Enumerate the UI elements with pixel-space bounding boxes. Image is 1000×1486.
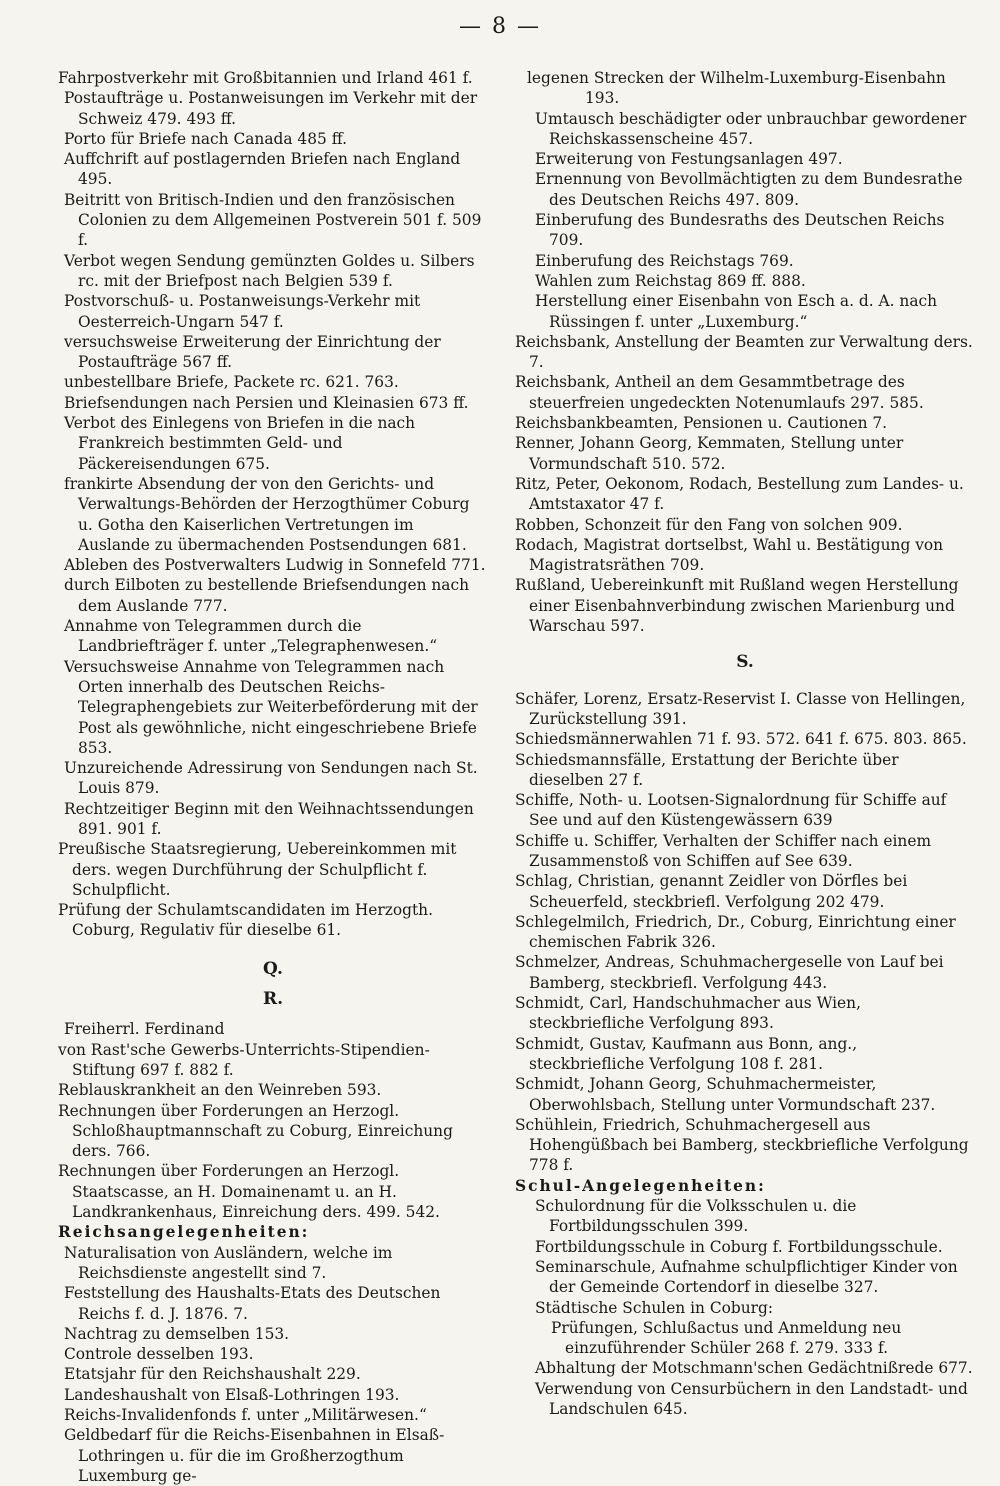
index-entry: Wahlen zum Reichstag 869 ff. 888. (535, 271, 806, 290)
index-entry: Schulordnung für die Volksschulen u. die Fortbildungsschulen 399. (535, 1197, 857, 1236)
index-entry: Ableben des Postverwalters Ludwig in Sonnefeld 771. (64, 556, 486, 575)
index-entry: Rußland, Uebereinkunft mit Rußland wegen Herstellung einer Eisenbahnverbindung zwischen Marienburg und Warschau 597. (515, 576, 959, 636)
entry-list (515, 1196, 975, 1419)
index-entry: legenen Strecken der Wilhelm-Luxemburg-Eisenbahn 193. (527, 69, 946, 108)
index-entry: Briefsendungen nach Persien und Kleinasien 673 ff. (64, 393, 469, 412)
entry-list (515, 689, 975, 1176)
index-entry: Auffchrift auf postlagernden Briefen nach England 495. (64, 150, 461, 189)
subheading-schul-angelegenheiten: Schul-Angelegenheiten: (515, 1176, 766, 1195)
index-entry: Schmidt, Gustav, Kaufmann aus Bonn, ang., steckbriefliche Verfolgung 108 f. 281. (515, 1034, 858, 1073)
right-column (515, 68, 975, 1419)
index-entry: Reichsbank, Antheil an dem Gesammtbetrage des steuerfreien ungedeckten Notenumlaufs 297. 585. (515, 373, 924, 412)
index-entry: von Rast'sche Gewerbs-Unterrichts-Stipendien-Stiftung 697 f. 882 f. (58, 1040, 430, 1079)
left-column (58, 68, 488, 1486)
index-entry: Postvorschuß- u. Postanweisungs-Verkehr mit Oesterreich-Ungarn 547 f. (64, 292, 421, 331)
index-entry: Schmidt, Johann Georg, Schuhmachermeister, Oberwohlsbach, Stellung unter Vormundschaft 237. (515, 1075, 936, 1114)
index-entry: Landeshaushalt von Elsaß-Lothringen 193. (64, 1385, 400, 1404)
index-entry: Reblauskrankheit an den Weinreben 593. (58, 1081, 382, 1100)
index-entry: Seminarschule, Aufnahme schulpflichtiger Kinder von der Gemeinde Cortendorf in dieselbe 327. (535, 1257, 958, 1297)
index-entry: Nachtrag zu demselben 153. (64, 1324, 290, 1343)
index-entry: Rodach, Magistrat dortselbst, Wahl u. Bestätigung von Magistratsräthen 709. (515, 535, 944, 575)
index-entry: Schlag, Christian, genannt Zeidler von Dörfles bei Scheuerfeld, steckbriefl. Verfolgung 202 479. (515, 872, 908, 911)
index-entry: Verwendung von Censurbüchern in den Landstadt- und Landschulen 645. (535, 1379, 968, 1418)
page-number: — 8 — (459, 14, 541, 39)
index-entry: Robben, Schonzeit für den Fang von solchen 909. (515, 515, 903, 534)
index-entry: Prüfung der Schulamtscandidaten im Herzogth. Coburg, Regulativ für dieselbe 61. (58, 901, 433, 940)
index-entry: Renner, Johann Georg, Kemmaten, Stellung unter Vormundschaft 510. 572. (515, 434, 904, 473)
entry-list (58, 68, 488, 941)
entry-list (58, 1243, 488, 1486)
index-entry: Reichsbankbeamten, Pensionen u. Cautionen 7. (515, 414, 888, 433)
index-entry: Schäfer, Lorenz, Ersatz-Reservist I. Classe von Hellingen, Zurückstellung 391. (515, 689, 966, 728)
index-entry: Schmidt, Carl, Handschuhmacher aus Wien, steckbriefliche Verfolgung 893. (515, 994, 861, 1033)
index-entry: Annahme von Telegrammen durch die Landbriefträger f. unter „Telegraphenwesen.“ (64, 617, 438, 656)
index-entry: Verbot wegen Sendung gemünzten Goldes u. Silbers rc. mit der Briefpost nach Belgien 539 f. (64, 251, 475, 290)
index-entry: versuchsweise Erweiterung der Einrichtung der Postaufträge 567 ff. (64, 332, 441, 372)
index-entry: durch Eilboten zu bestellende Briefsendungen nach dem Auslande 777. (64, 576, 469, 615)
index-entry: Einberufung des Bundesraths des Deutschen Reichs 709. (535, 211, 945, 250)
index-entry: Postaufträge u. Postanweisungen im Verkehr mit der Schweiz 479. 493 ff. (64, 89, 478, 128)
section-letter-s: S. (736, 652, 754, 673)
index-entry: frankirte Absendung der von den Gerichts- und Verwaltungs-Behörden der Herzogthümer Coburg u. Gotha den Kaiserlichen Vertretungen im Auslande zu übermachenden Postsendungen 681. (64, 474, 470, 554)
index-entry: Schmelzer, Andreas, Schuhmachergeselle von Lauf bei Bamberg, steckbriefl. Verfolgung 443. (515, 953, 944, 992)
section-letter-q: Q. (263, 958, 283, 979)
index-entry: Umtausch beschädigter oder unbrauchbar gewordener Reichskassenscheine 457. (535, 109, 967, 148)
index-entry: Fortbildungsschule in Coburg f. Fortbildungsschule. (535, 1237, 943, 1256)
index-entry: Fahrpostverkehr mit Großbitannien und Irland 461 f. (58, 69, 473, 87)
index-entry: Preußische Staatsregierung, Uebereinkommen mit ders. wegen Durchführung der Schulpflicht f. Schulpflicht. (58, 840, 457, 899)
index-entry: Prüfungen, Schlußactus und Anmeldung neu einzuführender Schüler 268 f. 279. 333 f. (551, 1318, 902, 1358)
index-entry: Reichsbank, Anstellung der Beamten zur Verwaltung ders. 7. (515, 332, 973, 372)
index-entry: Feststellung des Haushalts-Etats des Deutschen Reichs f. d. J. 1876. 7. (64, 1284, 441, 1323)
index-entry: Ernennung von Bevollmächtigten zu dem Bundesrathe des Deutschen Reichs 497. 809. (535, 170, 963, 209)
index-entry: Städtische Schulen in Coburg: (535, 1298, 774, 1317)
index-entry: Erweiterung von Festungsanlagen 497. (535, 150, 843, 169)
index-entry: Versuchsweise Annahme von Telegrammen nach Orten innerhalb des Deutschen Reichs-Telegraphengebiets zur Weiterbeförderung mit der Post als gewöhnliche, nicht eingeschriebene Briefe 853. (64, 657, 478, 757)
index-entry: Rechtzeitiger Beginn mit den Weihnachtssendungen 891. 901 f. (64, 799, 474, 838)
index-entry: Etatsjahr für den Reichshaushalt 229. (64, 1365, 361, 1384)
index-entry: Schühlein, Friedrich, Schuhmachergesell aus Hohengüßbach bei Bamberg, steckbriefliche Verfolgung 778 f. (515, 1115, 969, 1175)
index-entry: Rechnungen über Forderungen an Herzogl. Staatscasse, an H. Domainenamt u. an H. Landkrankenhaus, Einreichung ders. 499. 542. (58, 1162, 440, 1222)
index-entry: Geldbedarf für die Reichs-Eisenbahnen in Elsaß-Lothringen u. für die im Großherzogthum Luxemburg ge- (64, 1426, 445, 1485)
index-entry: Verbot des Einlegens von Briefen in die nach Frankreich bestimmten Geld- und Päckereisendungen 675. (64, 414, 416, 473)
index-entry: Herstellung einer Eisenbahn von Esch a. d. A. nach Rüssingen f. unter „Luxemburg.“ (535, 292, 938, 331)
entry-list (58, 1019, 488, 1222)
index-entry: Abhaltung der Motschmann'schen Gedächtnißrede 677. (535, 1359, 973, 1378)
index-entry: Schiedsmannsfälle, Erstattung der Berichte über dieselben 27 f. (515, 750, 899, 789)
index-entry: Porto für Briefe nach Canada 485 ff. (64, 129, 347, 148)
index-entry: Naturalisation von Ausländern, welche im Reichsdienste angestellt sind 7. (64, 1243, 393, 1282)
index-entry: Einberufung des Reichstags 769. (535, 251, 794, 270)
index-entry: Freiherrl. Ferdinand (64, 1020, 225, 1039)
index-entry: Reichs-Invalidenfonds f. unter „Militärwesen.“ (64, 1406, 427, 1424)
index-entry: Rechnungen über Forderungen an Herzogl. Schloßhauptmannschaft zu Coburg, Einreichung ders. 766. (58, 1101, 453, 1161)
index-entry: Schiffe, Noth- u. Lootsen-Signalordnung für Schiffe auf See und auf den Küstengewässern 639 (515, 791, 947, 830)
index-entry: Controle desselben 193. (64, 1345, 254, 1364)
index-entry: Schiffe u. Schiffer, Verhalten der Schiffer nach einem Zusammenstoß von Schiffen auf See 639. (515, 831, 932, 870)
index-entry: Schiedsmännerwahlen 71 f. 93. 572. 641 f. 675. 803. 865. (515, 730, 967, 749)
index-entry: Unzureichende Adressirung von Sendungen nach St. Louis 879. (64, 759, 478, 798)
index-entry: Schlegelmilch, Friedrich, Dr., Coburg, Einrichtung einer chemischen Fabrik 326. (515, 912, 956, 952)
index-entry: Beitritt von Britisch-Indien und den französischen Colonien zu dem Allgemeinen Postverein 501 f. 509 f. (64, 190, 482, 250)
entry-list (515, 68, 975, 636)
index-entry: Ritz, Peter, Oekonom, Rodach, Bestellung zum Landes- u. Amtstaxator 47 f. (515, 474, 964, 514)
section-letter-r: R. (262, 989, 284, 1010)
index-entry: unbestellbare Briefe, Packete rc. 621. 763. (64, 373, 399, 392)
subheading-reichsangelegenheiten: Reichsangelegenheiten: (58, 1223, 310, 1242)
